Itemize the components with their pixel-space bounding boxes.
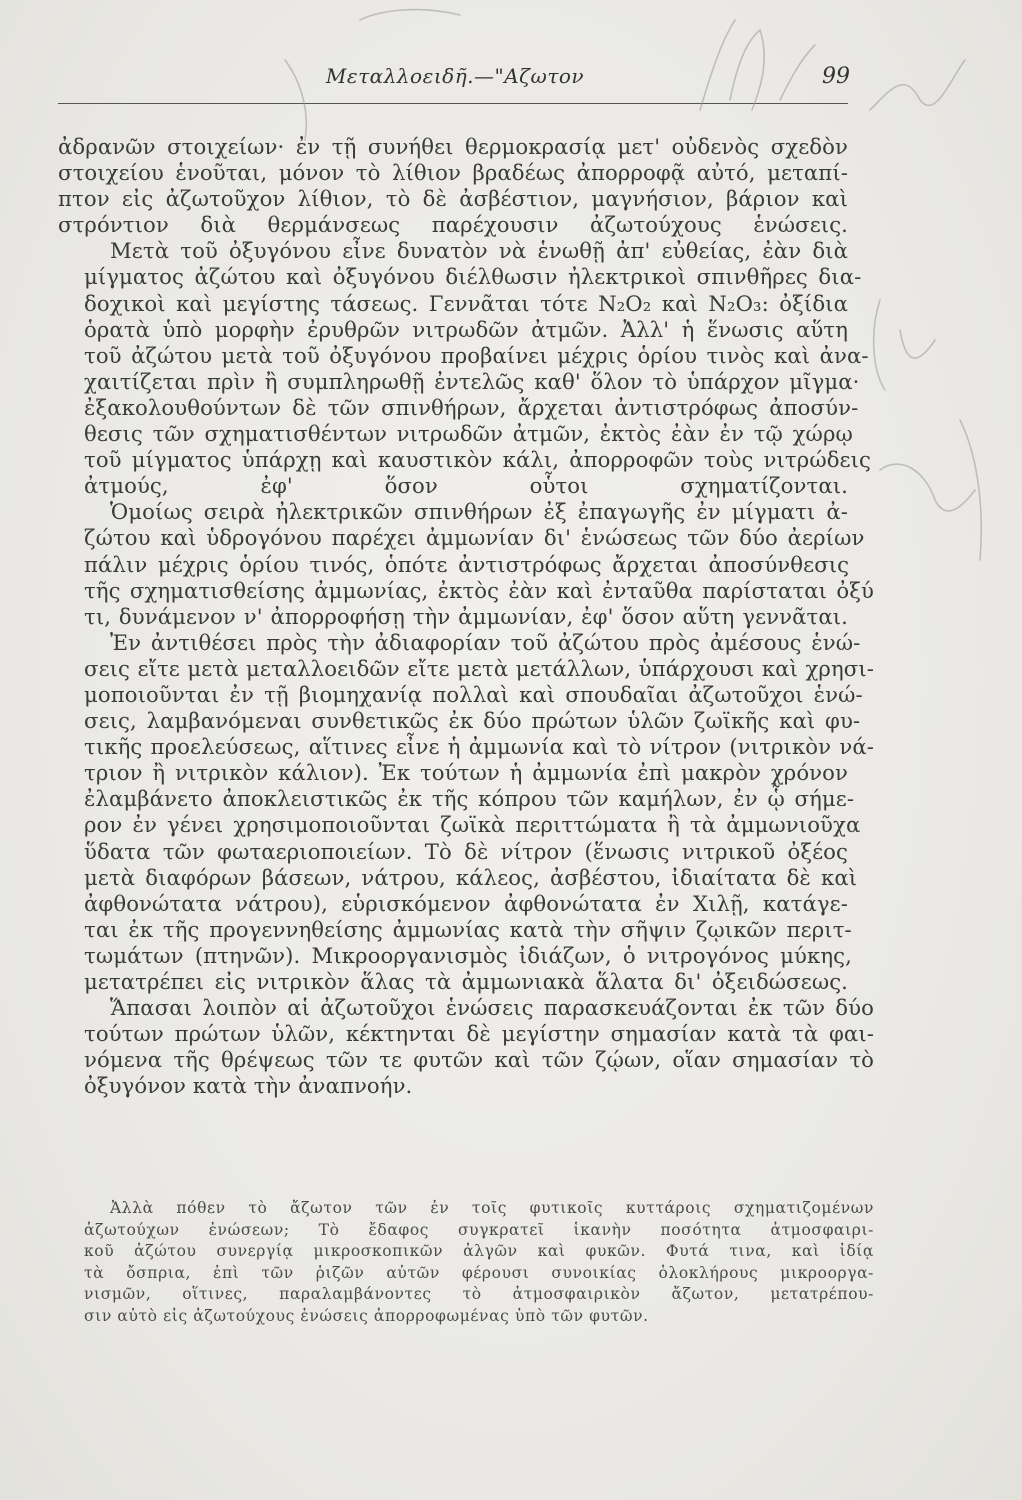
text-line: τι, δυνάμενον ν' ἀπορροφήσῃ τὴν ἀμμωνίαν, ἐφ' ὅσον αὕτη γεννᾶται. xyxy=(84,603,848,629)
text-line: σεις εἴτε μετὰ μεταλλοειδῶν εἴτε μετὰ μετάλλων, ὑπάρχουσι καὶ χρησι- xyxy=(84,655,874,681)
text-line: πτον εἰς ἀζωτοῦχον λίθιον, τὸ δὲ ἀσβέστιον, μαγνήσιον, βάριον καὶ xyxy=(58,186,848,212)
paragraph-p1 xyxy=(58,134,848,238)
text-line: Ἀλλὰ πόθεν τὸ ἄζωτον τῶν ἐν τοῖς φυτικοῖς κυττάροις σχηματιζομένων xyxy=(110,1199,874,1217)
text-line: ἀφθονώτατα νάτρου), εὑρισκόμενον ἀφθονώτατα ἐν Χιλῇ, κατάγε- xyxy=(84,890,848,916)
text-line: δοχικοὶ καὶ μεγίστης τάσεως. Γεννᾶται τότε N₂O₂ καὶ N₂O₃: ὀξίδια xyxy=(84,290,848,316)
text-line: ὕδατα τῶν φωταεριοποιείων. Τὸ δὲ νίτρον (ἕνωσις νιτρικοῦ ὀξέος xyxy=(84,838,848,864)
text-line: κοῦ ἀζώτου συνεργίᾳ μικροσκοπικῶν ἀλγῶν καὶ φυκῶν. Φυτά τινα, καὶ ἰδίᾳ xyxy=(84,1242,874,1261)
running-title: Μεταλλοειδῆ.—"Αζωτον xyxy=(325,64,585,88)
text-line: μετὰ διαφόρων βάσεων, νάτρου, κάλεος, ἀσβέστου, ἰδιαίτατα δὲ καὶ xyxy=(84,864,858,890)
text-line: ζώτου καὶ ὑδρογόνου παρέχει ἀμμωνίαν δι' ἑνώσεως τῶν δύο ἀερίων xyxy=(84,525,865,551)
text-line: ὀξυγόνον κατὰ τὴν ἀναπνοήν. xyxy=(84,1073,413,1099)
running-header xyxy=(60,64,850,96)
text-line: τωμάτων (πτηνῶν). Μικροοργανισμὸς ἰδιάζων, ὁ νιτρογόνος μύκης, xyxy=(84,942,852,968)
text-line: μίγματος ἀζώτου καὶ ὀξυγόνου διέλθωσιν ἠλεκτρικοὶ σπινθῆρες δια- xyxy=(84,264,862,290)
text-line: νόμενα τῆς θρέψεως τῶν τε φυτῶν καὶ τῶν ζῴων, οἵαν σημασίαν τὸ xyxy=(84,1047,874,1073)
text-line: ρον ἐν γένει χρησιμοποιοῦνται ζωϊκὰ περιττώματα ἢ τὰ ἀμμωνιοῦχα xyxy=(84,812,861,838)
paragraph-p5 xyxy=(58,995,874,1099)
text-line: τοῦ μίγματος ὑπάρχῃ καὶ καυστικὸν κάλι, ἀπορροφῶν τοὺς νιτρώδεις xyxy=(84,447,871,473)
text-line: ὁρατὰ ὑπὸ μορφὴν ἐρυθρῶν νιτρωδῶν ἀτμῶν. Ἀλλ' ἡ ἕνωσις αὕτη xyxy=(84,316,848,342)
paragraph-p4 xyxy=(58,629,874,995)
text-line: ἀδρανῶν στοιχείων· ἐν τῇ συνήθει θερμοκρασίᾳ μετ' οὐδενὸς σχεδὸν xyxy=(58,134,848,159)
paragraph-p3 xyxy=(58,499,874,629)
text-line: νισμῶν, οἵτινες, παραλαμβάνοντες τὸ ἀτμοσφαιρικὸν ἄζωτον, μετατρέπου- xyxy=(84,1285,874,1304)
text-line: χαιτίζεται πρὶν ἢ συμπληρωθῇ ἐντελῶς καθ' ὅλον τὸ ὑπάρχον μῖγμα· xyxy=(84,368,860,394)
text-line: τῆς σχηματισθείσης ἀμμωνίας, ἐκτὸς ἐὰν καὶ ἐνταῦθα παρίσταται ὀξύ xyxy=(84,577,874,603)
text-line: τοῦ ἀζώτου μετὰ τοῦ ὀξυγόνου προβαίνει μέχρις ὁρίου τινὸς καὶ ἀνα- xyxy=(84,342,869,368)
text-line: θεσις τῶν σχηματισθέντων νιτρωδῶν ἀτμῶν, ἐκτὸς ἐὰν ἐν τῷ χώρῳ xyxy=(84,421,853,447)
text-line: μοποιοῦνται ἐν τῇ βιομηχανίᾳ πολλαὶ καὶ σπουδαῖαι ἀζωτοῦχοι ἑνώ- xyxy=(84,681,863,707)
paragraph-p2 xyxy=(58,238,871,499)
header-rule xyxy=(58,103,848,104)
text-line: τούτων πρώτων ὑλῶν, κέκτηνται δὲ μεγίστην σημασίαν κατὰ τὰ φαι- xyxy=(84,1021,874,1047)
text-line: Μετὰ τοῦ ὀξυγόνου εἶνε δυνατὸν νὰ ἑνωθῇ ἀπ' εὐθείας, ἐὰν διὰ xyxy=(110,238,848,264)
paragraph-p6 xyxy=(58,1198,874,1328)
body-text xyxy=(58,134,874,1099)
text-line: Ἅπασαι λοιπὸν αἱ ἀζωτοῦχοι ἑνώσεις παρασκευάζονται ἐκ τῶν δύο xyxy=(110,995,874,1021)
text-line: σιν αὐτὸ εἰς ἀζωτούχους ἑνώσεις ἀπορροφωμένας ὑπὸ τῶν φυτῶν. xyxy=(84,1306,649,1325)
footnote-text xyxy=(58,1198,874,1328)
text-line: στοιχείου ἑνοῦται, μόνον τὸ λίθιον βραδέως ἀπορροφᾷ αὐτό, μεταπί- xyxy=(58,160,848,186)
text-line: Ἐν ἀντιθέσει πρὸς τὴν ἀδιαφορίαν τοῦ ἀζώτου πρὸς ἀμέσους ἑνώ- xyxy=(110,629,861,655)
text-line: ἐξακολουθούντων δὲ τῶν σπινθήρων, ἄρχεται ἀντιστρόφως ἀποσύν- xyxy=(84,394,859,420)
text-line: ἀζωτούχων ἑνώσεων; Τὸ ἔδαφος συγκρατεῖ ἱκανὴν ποσότητα ἀτμοσφαιρι- xyxy=(84,1220,874,1239)
text-line: τὰ ὄσπρια, ἐπὶ τῶν ῥιζῶν αὐτῶν φέρουσι συνοικίας ὁλοκλήρους μικροοργα- xyxy=(84,1263,874,1282)
text-line: ται ἐκ τῆς προγεννηθείσης ἀμμωνίας κατὰ τὴν σῆψιν ζῳικῶν περιτ- xyxy=(84,916,852,942)
text-line: μετατρέπει εἰς νιτρικὸν ἅλας τὰ ἀμμωνιακὰ ἅλατα δι' ὀξειδώσεως. xyxy=(84,969,848,994)
text-line: τικῆς προελεύσεως, αἵτινες εἶνε ἡ ἀμμωνία καὶ τὸ νίτρον (νιτρικὸν νά- xyxy=(84,734,874,760)
text-line: σεις, λαμβανόμεναι συνθετικῶς ἐκ δύο πρώτων ὑλῶν ζωϊκῆς καὶ φυ- xyxy=(84,708,861,734)
text-line: ἐλαμβάνετο ἀποκλειστικῶς ἐκ τῆς κόπρου τῶν καμήλων, ἐν ᾧ σήμε- xyxy=(84,786,855,812)
page-number: 99 xyxy=(822,64,850,89)
text-line: ἀτμούς, ἐφ' ὅσον οὗτοι σχηματίζονται. xyxy=(84,473,848,499)
text-line: στρόντιον διὰ θερμάνσεως παρέχουσιν ἀζωτούχους ἑνώσεις. xyxy=(58,212,848,238)
text-line: Ὁμοίως σειρὰ ἠλεκτρικῶν σπινθήρων ἐξ ἐπαγωγῆς ἐν μίγματι ἀ- xyxy=(110,499,848,525)
text-line: τριον ἢ νιτρικὸν κάλιον). Ἐκ τούτων ἡ ἀμμωνία ἐπὶ μακρὸν χρόνον xyxy=(84,760,848,786)
text-line: πάλιν μέχρις ὁρίου τινός, ὁπότε ἀντιστρόφως ἄρχεται ἀποσύνθεσις xyxy=(84,551,850,577)
